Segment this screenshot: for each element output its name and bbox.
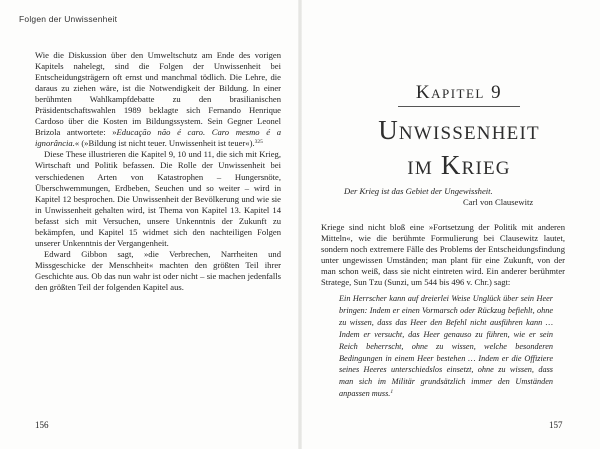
footnote-marker-1: 1 — [390, 389, 394, 396]
paragraph-3: Edward Gibbon sagt, »die Verbrechen, Narrheiten und Missgeschicke der Menschheit« machten den größten Teil ihrer Geschichte aus. Ob das nun wahr ist oder nicht – sie machen jedenfalls den größten Teil der folgenden Kapitel aus. — [35, 248, 281, 292]
paragraph-2: Diese These illustrieren die Kapitel 9, 10 und 11, die sich mit Krieg, Wirtschaft und Politik befassen. Die Rolle der Unwissenheit bei verschiedenen Arten von Katastrophen – Hungersnöte, Überschwemmungen, Erdbeben, Seuchen und so weiter – wird in Kapitel 12 besprochen. Die Unwissenheit der Bevölkerung und wie sie in Unwissenheit gehalten wird, ist Thema von Kapitel 13. Kapitel 14 befasst sich mit Versuchen, unsere Unkenntnis der Zukunft zu bekämpfen, und Kapitel 15 widmet sich den nachteiligen Folgen unserer Unkenntnis der Vergangenheit. — [35, 149, 281, 248]
footnote-marker-325: 325 — [254, 139, 263, 146]
left-page-body — [35, 50, 281, 293]
block-quote-text: Ein Herrscher kann auf dreierlei Weise Unglück über sein Heer bringen: Indem er einen Vormarsch oder Rückzug befiehlt, ohne zu wissen, dass das Heer den Befehl nicht ausführen kann … Indem er versucht, das Heer genauso zu führen, wie er sein Reich beherrscht, ohne zu wissen, welche besonderen Bedingungen in einem Heer bestehen … Indem er die Offiziere seines Heeres unterschiedslos einsetzt, ohne zu wissen, dass man sich im Militär grundsätzlich immer den Umständen anpassen muss. — [339, 294, 553, 399]
paragraph-1 — [35, 50, 281, 149]
page-number-right: 157 — [549, 420, 563, 430]
portuguese-quote: Educação não é caro. Caro mesmo é a ignorância. — [35, 127, 281, 149]
chapter-label: Kapitel 9 — [415, 82, 503, 103]
book-gutter — [298, 0, 302, 449]
epigraph-quote: Der Krieg ist das Gebiet der Ungewissheit. — [344, 186, 493, 196]
page-number-left: 156 — [35, 420, 49, 430]
chapter-title — [376, 113, 542, 183]
chapter-rule — [398, 106, 520, 107]
paragraph-right-1: Kriege sind nicht bloß eine »Fortsetzung der Politik mit anderen Mitteln«, wie die berühmte Formulierung bei Clausewitz lautet, sondern noch extremere Fälle des Problems der Entscheidungsfindung unter ungewissen Umständen; man plant für eine Zukunft, von der man schon weiß, dass sie nicht eintreten wird. Ein anderer berühmter Stratege, Sun Tzu (Sunzi, um 544 bis 496 v. Chr.) sagt: — [321, 222, 565, 288]
sun-tzu-block-quote — [339, 293, 553, 400]
paragraph-1-text: Wie die Diskussion über den Umweltschutz am Ende des vorigen Kapitels nahelegt, sind die Folgen der Unwissenheit bei Entscheidungsträgern oft ernst und manchmal tödlich. Die Lehre, die daraus zu ziehen wäre, ist die Notwendigkeit der Bildung. In einer berühmten Wahlkampfdebatte zu den brasilianischen Präsidentschaftswahlen 1989 beklagte sich Fernando Henrique Cardoso über die Kosten im Bildungssystem. Sein Gegner Leonel Brizola antwortete: » — [35, 50, 281, 138]
epigraph-source: Carl von Clausewitz — [463, 197, 534, 207]
right-page-body — [321, 222, 565, 288]
chapter-title-line-2: im Krieg — [407, 150, 511, 180]
running-head: Folgen der Unwissenheit — [19, 14, 118, 24]
chapter-title-line-1: Unwissenheit — [378, 115, 540, 145]
paragraph-1-text-after: « (»Bildung ist nicht teuer. Unwissenheit ist teuer«). — [74, 138, 255, 149]
